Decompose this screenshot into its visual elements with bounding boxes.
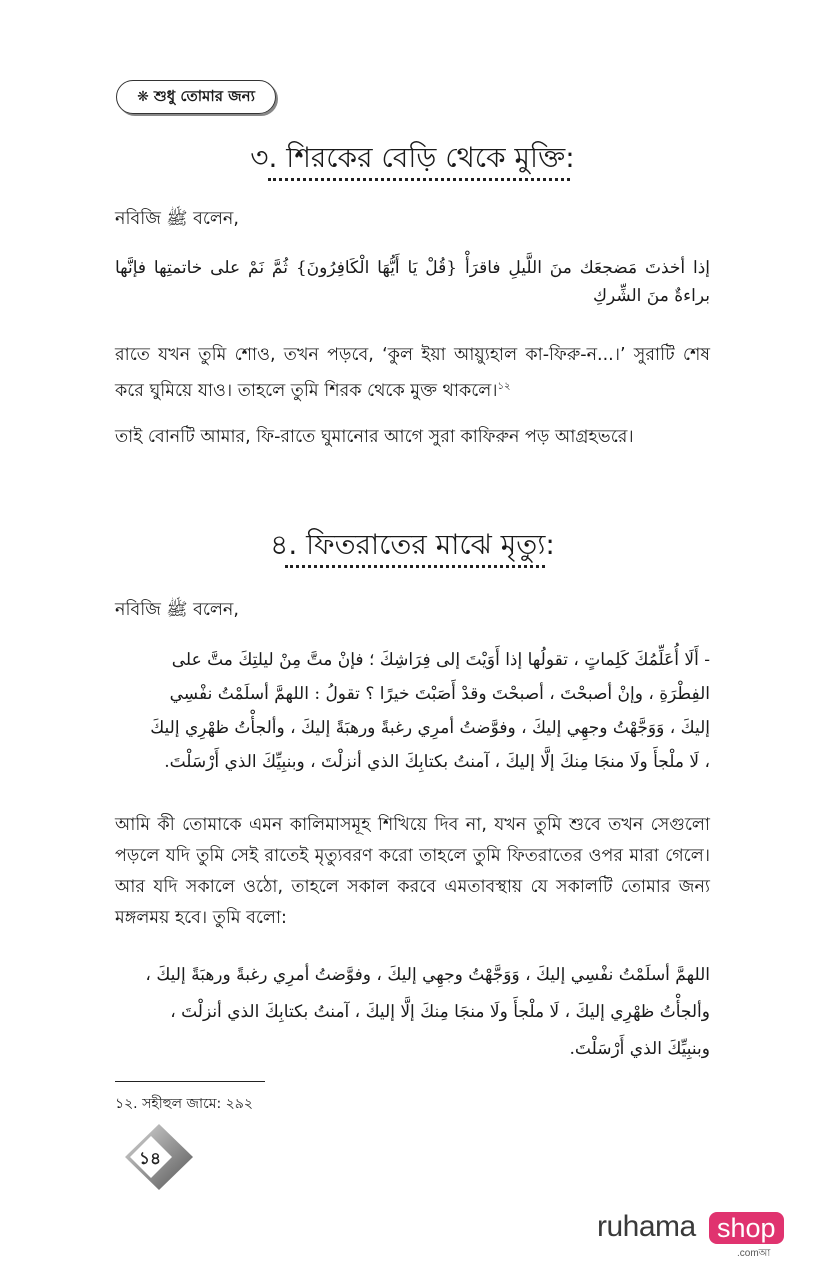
hadith-line: ، لَا ملْجأَ ولَا منجَا مِنكَ إلَّا إليكَ ، آمنتُ بكتابِكَ الذي أنزلْتَ ، وبنبِيِّكَ الذي أَرْسَلْتَ. bbox=[164, 752, 710, 772]
title-underline bbox=[268, 178, 570, 181]
translation-text: রাতে যখন তুমি শোও, তখন পড়বে, ‘কুল ইয়া আয়্যুহাল কা-ফিরু-ন...।’ সুরাটি শেষ করে ঘুমিয়ে যাও। তাহলে তুমি শিরক থেকে মুক্ত থাকলে। bbox=[115, 345, 710, 401]
header-label: শুধু তোমার জন্য bbox=[153, 86, 255, 105]
section-3-closing: তাই বোনটি আমার, ফি-রাতে ঘুমানোর আগে সুরা কাফিরুন পড় আগ্রহভরে। bbox=[115, 427, 634, 447]
dua-line: اللهمَّ أسلَمْتُ نفْسِي إليكَ ، وَوَجَّهْتُ وجهِي إليكَ ، وفوَّضتُ أمرِي رغبةً ورهبَةً إليكَ ، bbox=[145, 965, 710, 985]
section-3-translation bbox=[115, 340, 710, 407]
section-4-title: ৪. ফিতরাতের মাঝে মৃত্যু: bbox=[270, 528, 555, 561]
brand-suffix: .comআ bbox=[737, 1248, 771, 1259]
page-number: ১৪ bbox=[138, 1149, 162, 1169]
brand-highlight: shop bbox=[709, 1212, 784, 1244]
hadith-line: - أَلَا أُعَلِّمُكَ كَلِماتٍ ، تقولُها إذا أَوَيْتَ إلى فِرَاشِكَ ؛ فإنْ متَّ مِنْ ليلتِكَ متَّ على bbox=[171, 650, 710, 670]
footnote-ref: ১২ bbox=[497, 381, 511, 392]
section-4-hadith bbox=[115, 643, 710, 779]
header-tag bbox=[116, 80, 276, 114]
dua-line: وبنبِيِّكَ الذي أَرْسَلْتَ. bbox=[569, 1039, 710, 1059]
section-3-arabic: إذا أخذتَ مَضجعَك منَ اللَّيلِ فاقرَأْ {قُلْ يَا أَيُّهَا الْكَافِرُونَ} ثُمَّ نَمْ على خاتمتِها فإنَّها براءةٌ منَ الشِّركِ bbox=[115, 258, 710, 306]
section-4-intro: নবিজি ﷺ বলেন, bbox=[115, 600, 239, 620]
dua-line: وألجأْتُ ظهْرِي إليكَ ، لَا ملْجأَ ولَا منجَا مِنكَ إلَّا إليكَ ، آمنتُ بكتابِكَ الذي أنزلْتَ ، bbox=[170, 1002, 710, 1022]
section-4-translation: আমি কী তোমাকে এমন কালিমাসমূহ শিখিয়ে দিব না, যখন তুমি শুবে তখন সেগুলো পড়লে যদি তুমি সেই রাতেই মৃত্যুবরণ করো তাহলে তুমি ফিতরাতের ওপর মারা গেলে। আর যদি সকালে ওঠো, তাহলে সকাল করবে এমতাবস্থায় যে সকালটি তোমার জন্য মঙ্গলময় হবে। তুমি বলো: bbox=[115, 815, 710, 928]
footnote-rule bbox=[115, 1081, 265, 1082]
section-4-dua bbox=[115, 957, 710, 1068]
footnote: ১২. সহীহুল জামে: ২৯২ bbox=[115, 1096, 253, 1112]
title-underline bbox=[285, 565, 545, 568]
flower-icon: ❋ bbox=[137, 89, 149, 105]
brand-name: ruhama bbox=[597, 1210, 696, 1243]
hadith-line: إليكَ ، وَوَجَّهْتُ وجهِي إليكَ ، وفوَّضتُ أمرِي رغبةً ورهبَةً إليكَ ، وألجأْتُ ظهْرِي إليكَ bbox=[150, 718, 710, 738]
section-3-intro: নবিজি ﷺ বলেন, bbox=[115, 209, 239, 229]
hadith-line: الفِطْرَةِ ، وإنْ أصبحْتَ ، أصبحْتَ وقدْ أَصَبْتَ خيرًا ؟ تقولُ : اللهمَّ أسلَمْتُ نفْسِي bbox=[169, 684, 710, 704]
section-3-title: ৩. শিরকের বেড়ি থেকে মুক্তি: bbox=[250, 141, 575, 174]
